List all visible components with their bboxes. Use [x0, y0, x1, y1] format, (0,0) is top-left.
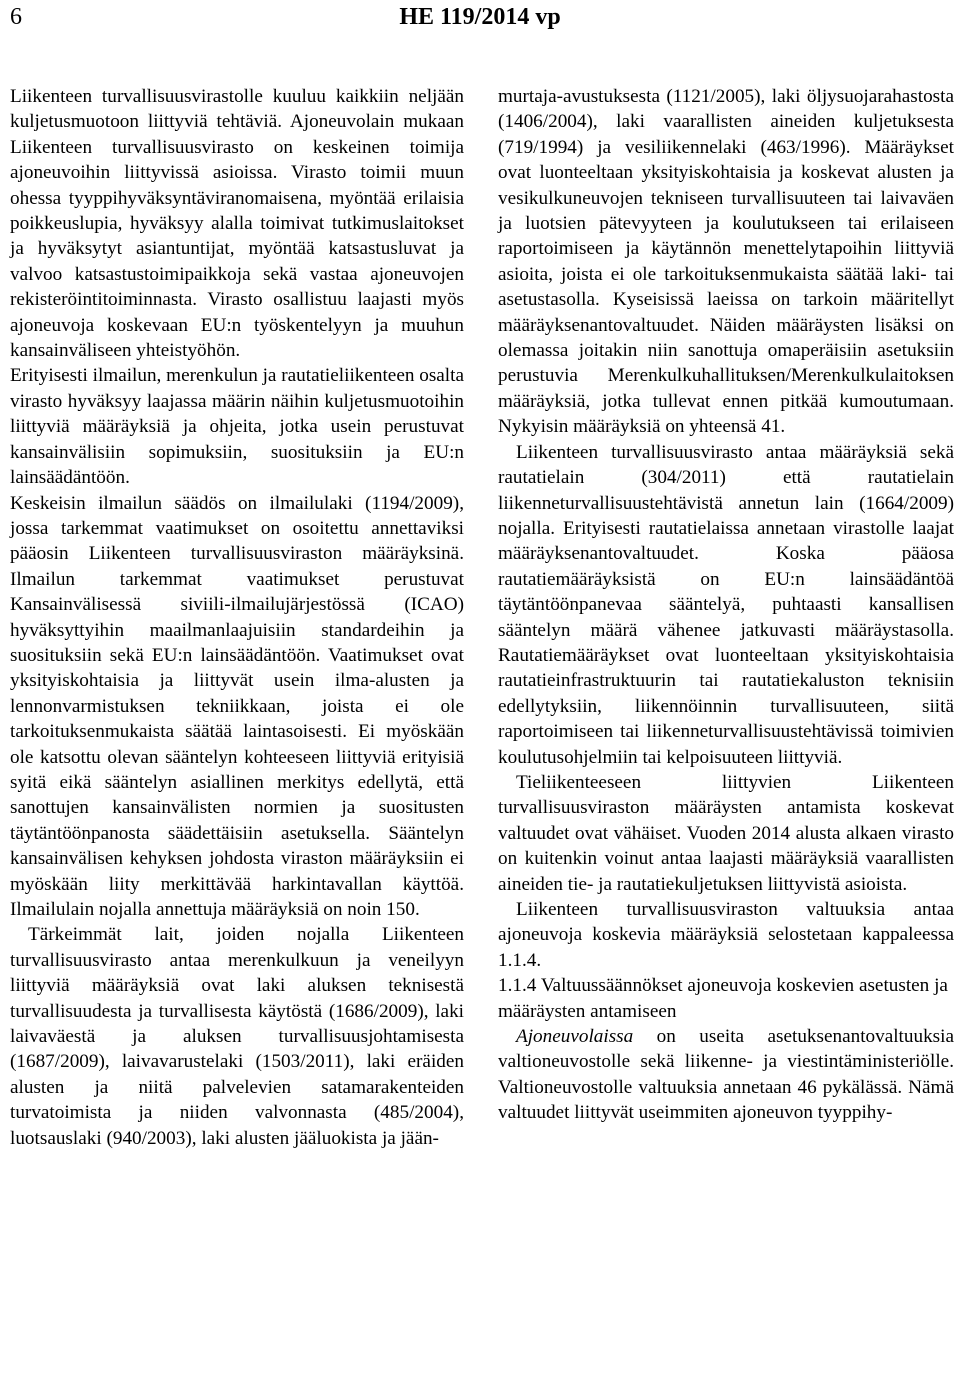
- page-number: 6: [10, 4, 22, 30]
- paragraph-maritime-continued: murtaja-avustuksesta (1121/2005), laki öljysuojarahastosta (1406/2004), laki vaarallisten aineiden kuljetuksesta (719/1994) ja vesiliikennelaki (463/1996). Määräykset ovat luonteeltaan yksityiskohtaisia ja koskevat alusten ja vesikulkuneuvojen tekniseen turvallisuuteen tai laivaväen ja luotsien pätevyyteen ja koulutukseen tai erilaiseen raportoimiseen ja käytännön menettelytapoihin liittyviä asioita, joista ei ole tarkoituksenmukaista säätää laki- tai asetustasolla. Kyseisissä laeissa on tarkoin määritellyt määräyksenantovaltuudet. Näiden määräysten lisäksi on olemassa joitakin niin sanottuja omaperäisiin asetuksiin perustuvia Merenkulkuhallituksen/Merenkulkulaitoksen määräyksiä, jotka tullevat ennen pitkää kumoutumaan. Nykyisin määräyksiä on yhteensä 41.: [498, 86, 954, 438]
- paragraph-vehicle-regulations-reference: Liikenteen turvallisuusviraston valtuuksia antaa ajoneuvoja koskevia määräyksiä selostetaan kappaleessa 1.1.4.: [498, 899, 954, 971]
- paragraph-regulations-overview: Erityisesti ilmailun, merenkulun ja rautatieliikenteen osalta virasto hyväksyy laajassa määrin näihin kuljetusmuotoihin liittyviä määräyksiä ja ohjeita, jotka usein perustuvat kansainvälisiin sopimuksiin, suosituksiin ja EU:n lainsäädäntöön.: [10, 365, 464, 489]
- paragraph-vehicle-law-authorizations: [498, 1024, 954, 1126]
- section-heading: 1.1.4 Valtuussäännökset ajoneuvoja koskevien asetusten ja määräysten antamiseen: [498, 975, 948, 1022]
- paragraph-aviation-law: Keskeisin ilmailun säädös on ilmailulaki (1194/2009), jossa tarkemmat vaatimukset on osoitettu annettaviksi pääosin Liikenteen turvallisuusviraston määräyksinä. Ilmailun tarkemmat vaatimukset perustuvat Kansainvälisessä siviili-ilmailujärjestössä (ICAO) hyväksyttyihin maailmanlaajuisiin standardeihin ja suosituksiin sekä EU:n lainsäädäntöön. Vaatimukset ovat yksityiskohtaisia ja liittyvät usein ilma-alusten ja lennonvarmistuksen tekniikkaan, joista ei ole tarkoituksenmukaista säätää laintasoisesti. Ei myöskään ole katsottu olevan sääntelyn kohteeseen liittyviä erityisiä syitä eikä sääntelyn asiallinen merkitys edellytä, että sanottujen kansainvälisten normien ja suositusten täytäntöönpanosta säädettäisiin asetuksella. Sääntelyn kansainvälisen kehyksen johdosta viraston määräyksiin ei myöskään liity merkittävää harkintavallan käyttöä. Ilmailulain nojalla annettuja määräyksiä on noin 150.: [10, 492, 464, 920]
- paragraph-road-traffic-regulations: Tieliikenteeseen liittyvien Liikenteen turvallisuusviraston määräysten antamista koskevat valtuudet ovat vähäiset. Vuoden 2014 alusta alkaen virasto on kuitenkin voinut antaa laajasti määräyksiä vaarallisten aineiden tie- ja rautatiekuljetuksen liittyvistä asioista.: [498, 771, 954, 895]
- paragraph-vehicle-law-text: on useita asetuksenantovaltuuksia valtioneuvostolle sekä liikenne- ja viestintäministeriölle. Valtioneuvostolle valtuuksia annetaan 46 pykälässä. Nämä valtuudet liittyvät useimmiten ajoneuvon tyyppihy-: [498, 1026, 954, 1124]
- right-column: [498, 84, 954, 1126]
- paragraph-maritime-laws: Tärkeimmät lait, joiden nojalla Liikenteen turvallisuusvirasto antaa merenkulkuun ja veneilyyn liittyviä määräyksiä ovat laki aluksen teknisestä turvallisuudesta ja turvallisesta käytöstä (1686/2009), laki laivaväestä ja aluksen turvallisuusjohtamisesta (1687/2009), laivavarustelaki (1503/2011), laki eräiden alusten ja niitä palvelevien satamarakenteiden turvatoimista ja niiden valvonnasta (485/2004), luotsauslaki (940/2003), laki alusten jääluokista ja jään-: [10, 924, 464, 1149]
- term-ajoneuvolaissa: Ajoneuvolaissa: [516, 1026, 634, 1048]
- paragraph-railway-regulations: Liikenteen turvallisuusvirasto antaa määräyksiä sekä rautatielain (304/2011) että rautatielain liikenneturvallisuustehtävistä annetun lain (1664/2009) nojalla. Erityisesti rautatielaissa annetaan virastolle laajat määräyksenantovaltuudet. Koska pääosa rautatiemääräyksistä on EU:n lainsäädäntöä täytäntöönpanevaa sääntelyä, puhtaasti kansallisen sääntelyn määrä vähenee jatkuvasti määräystasolla. Rautatiemääräykset ovat luonteeltaan yksityiskohtaisia rautatieinfrastruktuurin tai rautatiekaluston teknisiin edellytyksiin, liikennöinnin turvallisuuteen, siitä raportoimiseen tai liikenneturvallisuustehtävissä toimivien koulutusohjelmiin tai kelpoisuuteen liittyviä.: [498, 441, 954, 768]
- paragraph-transport-agency-duties: Liikenteen turvallisuusvirastolle kuuluu kaikkiin neljään kuljetusmuotoon liittyviä tehtäviä. Ajoneuvolain mukaan Liikenteen turvallisuusvirasto on keskeinen toimija ajoneuvoihin liittyvissä asioissa. Virasto toimii muun ohessa tyyppihyväksyntäviranomaisena, myöntää erilaisia poikkeuslupia, hyväksyy alalla toimivat tutkimuslaitokset ja hyväksytyt asiantuntijat, myöntää katsastusluvat ja valvoo katsastustoimipaikkoja sekä vastaa ajoneuvojen rekisteröintitoiminnasta. Virasto osallistuu laajasti myös ajoneuvoja koskevaan EU:n työskentelyyn ja muuhun kansainväliseen yhteistyöhön.: [10, 86, 464, 362]
- page-header: [0, 0, 960, 34]
- document-id: HE 119/2014 vp: [399, 4, 561, 30]
- left-column: [10, 84, 464, 1151]
